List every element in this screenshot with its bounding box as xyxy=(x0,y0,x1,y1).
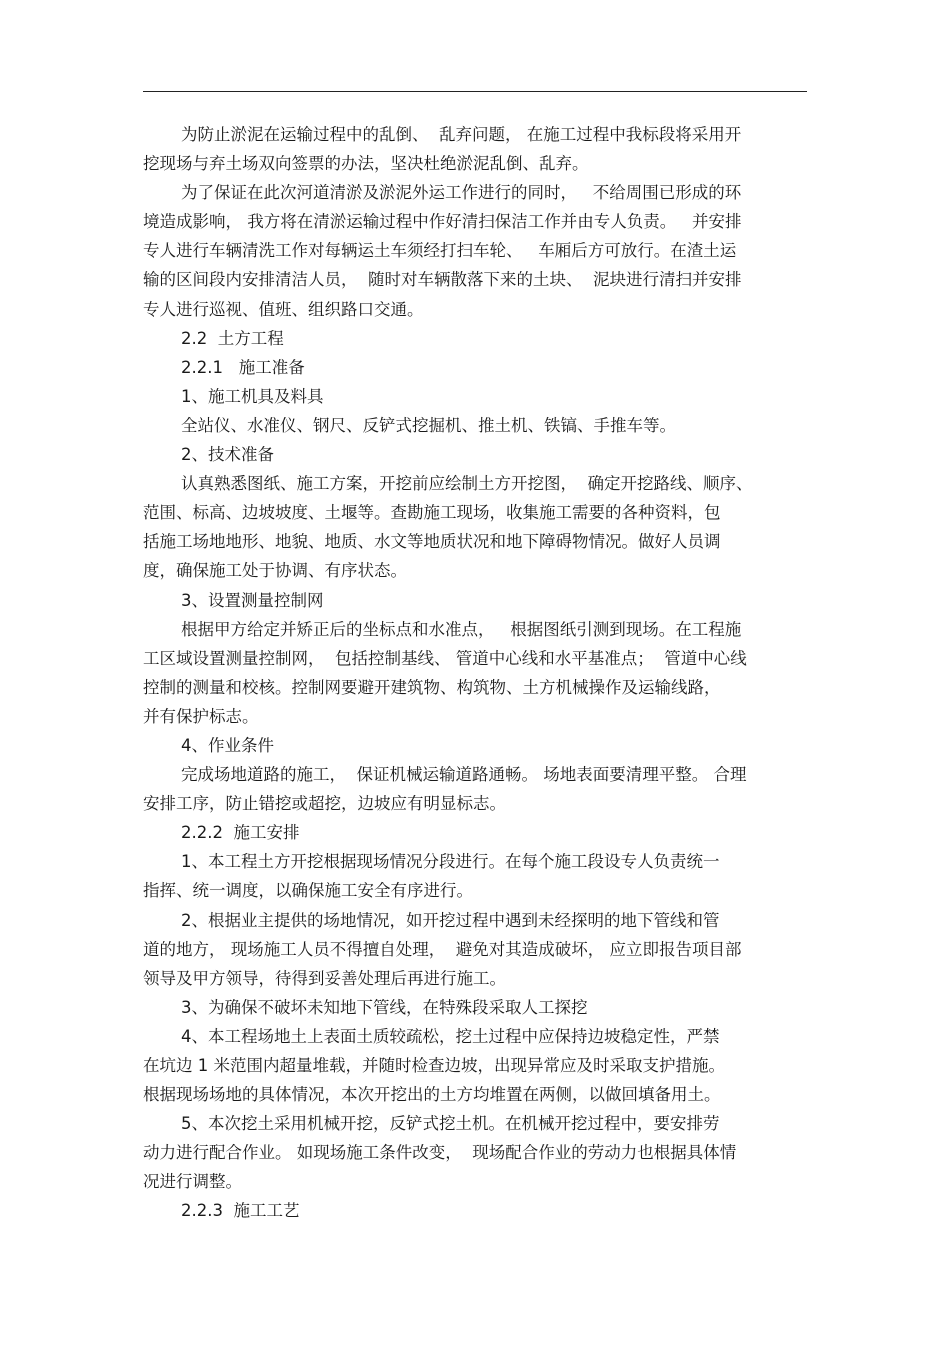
text-line: 2.2.2 施工安排 xyxy=(181,823,300,843)
text-line: 完成场地道路的施工， 保证机械运输道路通畅。 场地表面要清理平整。 合理 xyxy=(181,765,747,785)
text-line: 挖现场与弃土场双向签票的办法，坚决杜绝淤泥乱倒、乱弃。 xyxy=(143,154,589,174)
text-line: 道的地方， 现场施工人员不得擅自处理， 避免对其造成破坏， 应立即报告项目部 xyxy=(143,939,742,959)
text-line: 5、本次挖土采用机械开挖，反铲式挖土机。在机械开挖过程中，要安排劳 xyxy=(181,1114,720,1134)
text-line: 4、本工程场地土上表面土质较疏松，挖土过程中应保持边坡稳定性，严禁 xyxy=(181,1026,720,1046)
text-line: 安排工序，防止错挖或超挖，边坡应有明显标志。 xyxy=(143,794,506,814)
header-rule xyxy=(143,91,807,92)
text-line: 4、作业条件 xyxy=(181,735,274,755)
text-line: 2.2 土方工程 xyxy=(181,328,284,348)
text-line: 全站仪、水准仪、钢尺、反铲式挖掘机、推土机、铁镐、手推车等。 xyxy=(181,415,676,435)
text-line: 1、本工程土方开挖根据现场情况分段进行。在每个施工段设专人负责统一 xyxy=(181,852,720,872)
text-line: 范围、标高、边坡坡度、土堰等。查勘施工现场，收集施工需要的各种资料，包 xyxy=(143,503,721,523)
text-line: 专人进行巡视、值班、组织路口交通。 xyxy=(143,299,424,319)
text-line: 为了保证在此次河道清淤及淤泥外运工作进行的同时， 不给周围已形成的环 xyxy=(181,183,742,203)
text-line: 为防止淤泥在运输过程中的乱倒、 乱弃问题， 在施工过程中我标段将采用开 xyxy=(181,125,742,144)
text-line: 动力进行配合作业。 如现场施工条件改变， 现场配合作业的劳动力也根据具体情 xyxy=(143,1143,737,1163)
text-line: 工区域设置测量控制网， 包括控制基线、 管道中心线和水平基准点； 管道中心线 xyxy=(143,648,747,668)
document-body xyxy=(143,120,807,1226)
text-line: 并有保护标志。 xyxy=(143,706,259,726)
text-line: 3、设置测量控制网 xyxy=(181,590,324,610)
text-line: 2.2.3 施工工艺 xyxy=(181,1201,300,1221)
text-line: 度，确保施工处于协调、有序状态。 xyxy=(143,561,407,581)
text-line: 根据甲方给定并矫正后的坐标点和水准点， 根据图纸引测到现场。在工程施 xyxy=(181,619,742,639)
text-line: 2、技术准备 xyxy=(181,445,274,465)
text-line: 2.2.1 施工准备 xyxy=(181,357,305,377)
text-line: 括施工场地地形、地貌、地质、水文等地质状况和地下障碍物情况。做好人员调 xyxy=(143,532,721,552)
text-line: 指挥、统一调度，以确保施工安全有序进行。 xyxy=(143,881,473,901)
text-line: 2、根据业主提供的场地情况，如开挖过程中遇到未经探明的地下管线和管 xyxy=(181,910,720,930)
text-line: 在坑边 1 米范围内超量堆载，并随时检查边坡，出现异常应及时采取支护措施。 xyxy=(143,1056,725,1075)
text-line: 控制的测量和校核。控制网要避开建筑物、构筑物、土方机械操作及运输线路， xyxy=(143,677,721,697)
text-line: 况进行调整。 xyxy=(143,1172,242,1192)
text-line: 认真熟悉图纸、施工方案，开挖前应绘制土方开挖图， 确定开挖路线、顺序、 xyxy=(181,474,753,494)
text-line: 领导及甲方领导，待得到妥善处理后再进行施工。 xyxy=(143,968,506,988)
text-line: 3、为确保不破坏未知地下管线，在特殊段采取人工探挖 xyxy=(181,997,588,1017)
text-line: 专人进行车辆清洗工作对每辆运土车须经打扫车轮、 车厢后方可放行。在渣土运 xyxy=(143,241,737,261)
text-line: 根据现场场地的具体情况，本次开挖出的土方均堆置在两侧，以做回填备用土。 xyxy=(143,1085,721,1105)
text-line: 1、施工机具及料具 xyxy=(181,386,324,406)
text-line: 境造成影响， 我方将在清淤运输过程中作好清扫保洁工作并由专人负责。 并安排 xyxy=(143,212,742,232)
text-line: 输的区间段内安排清洁人员， 随时对车辆散落下来的土块、 泥块进行清扫并安排 xyxy=(143,270,742,290)
